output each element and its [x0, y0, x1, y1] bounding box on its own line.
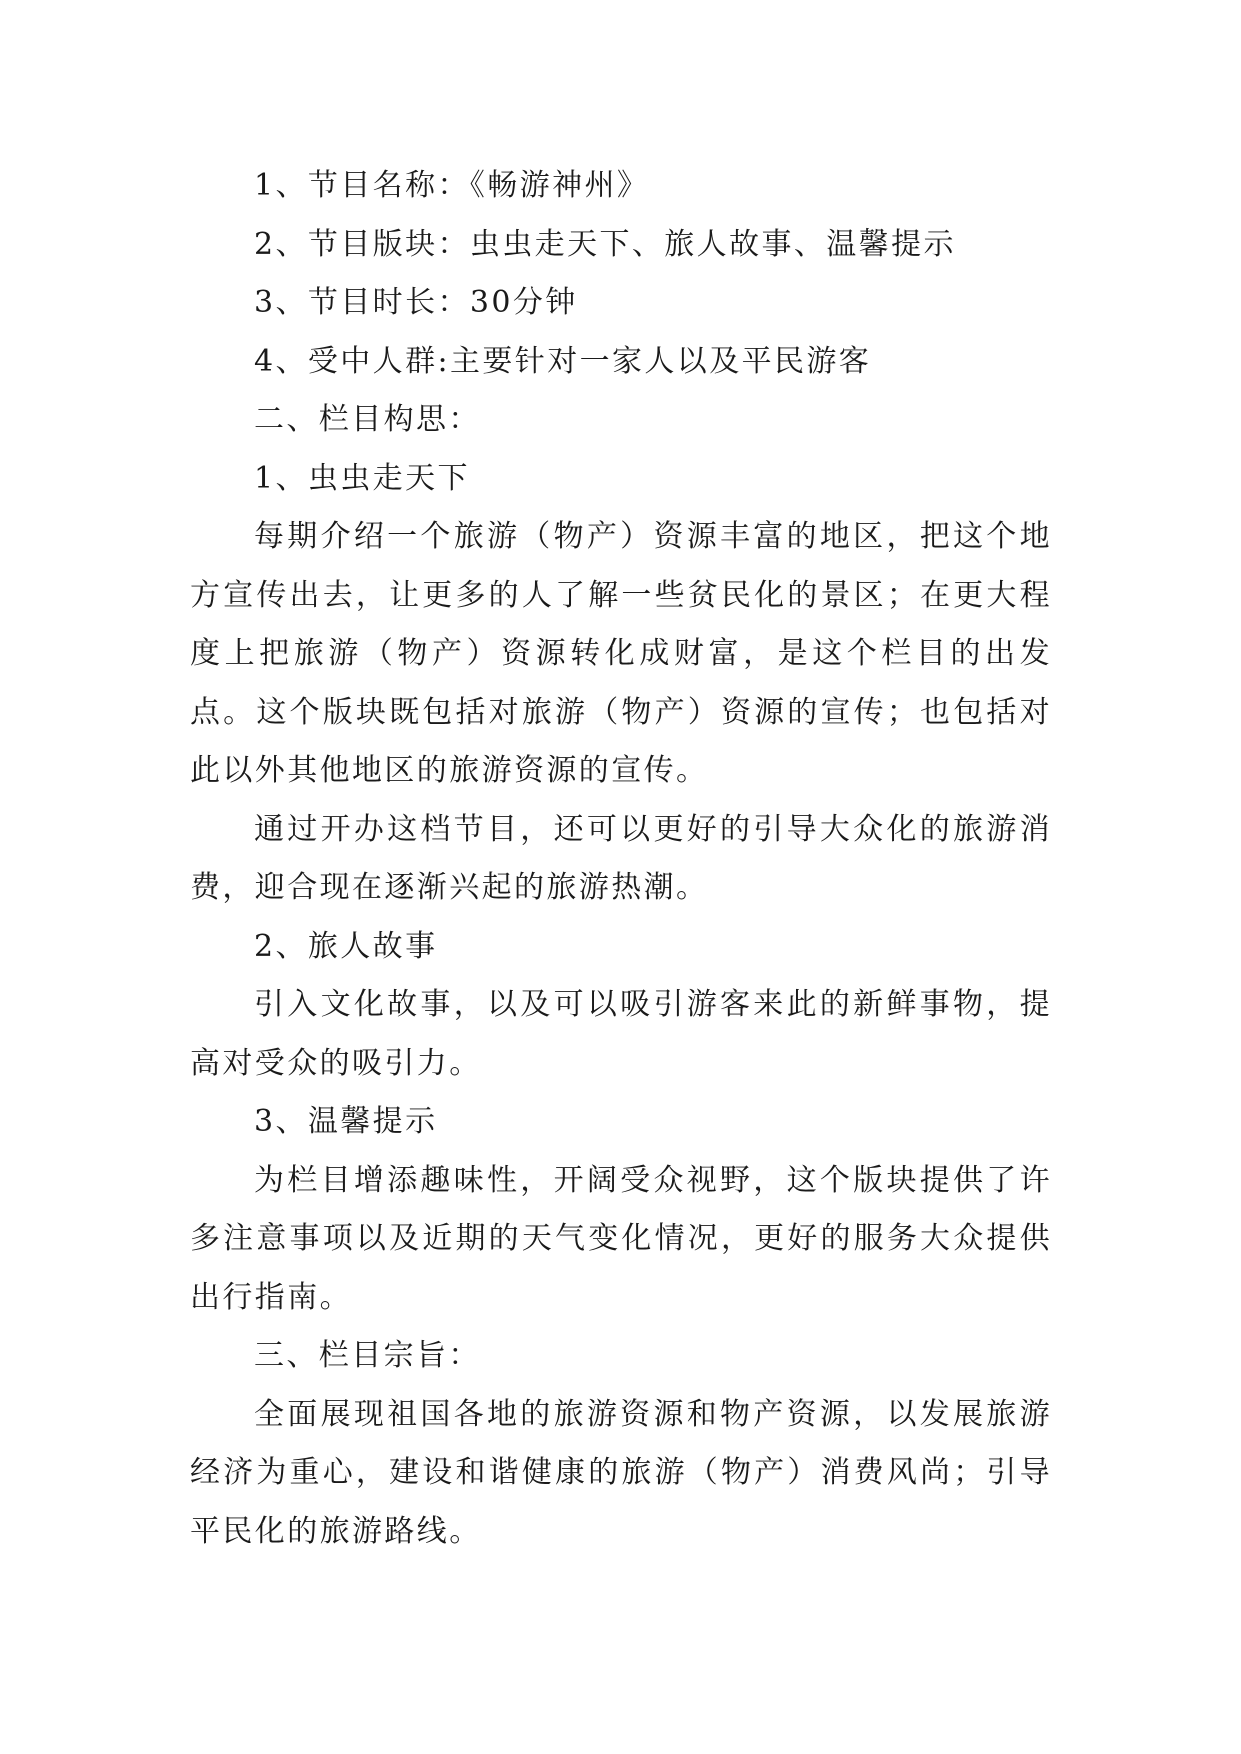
subheading-chongchong: 1、虫虫走天下: [254, 460, 470, 496]
paragraph-chongchong-intro: 每期介绍一个旅游（物产）资源丰富的地区，把这个地方宣传出去，让更多的人了解一些贫民化的景区；在更大程度上把旅游（物产）资源转化成财富，是这个栏目的出发点。这个版块既包括对旅游（物产）资源的宣传；也包括对此以外其他地区的旅游资源的宣传。: [190, 519, 1052, 788]
program-name-line: 1、节目名称：《畅游神州》: [254, 168, 650, 203]
paragraph-purpose: 全面展现祖国各地的旅游资源和物产资源，以发展旅游经济为重心，建设和谐健康的旅游（物产）消费风尚；引导平民化的旅游路线。: [190, 1396, 1052, 1549]
section-heading-purpose: 三、栏目宗旨：: [254, 1338, 481, 1373]
paragraph-warm-tips: 为栏目增添趣味性，开阔受众视野，这个版块提供了许多注意事项以及近期的天气变化情况，更好的服务大众提供出行指南。: [190, 1162, 1052, 1315]
program-sections-line: 2、节目版块：虫虫走天下、旅人故事、温馨提示: [254, 226, 956, 262]
program-duration-line: 3、节目时长：30分钟: [254, 285, 578, 320]
paragraph-travelers-stories: 引入文化故事，以及可以吸引游客来此的新鲜事物，提高对受众的吸引力。: [190, 987, 1052, 1081]
document-body: [190, 157, 1052, 1561]
section-heading-concept: 二、栏目构思：: [254, 402, 481, 437]
paragraph-chongchong-purpose: 通过开办这档节目，还可以更好的引导大众化的旅游消费，迎合现在逐渐兴起的旅游热潮。: [190, 811, 1052, 905]
subheading-travelers-stories: 2、旅人故事: [254, 928, 438, 964]
subheading-warm-tips: 3、温馨提示: [254, 1104, 438, 1139]
target-audience-line: 4、受中人群:主要针对一家人以及平民游客: [254, 343, 872, 379]
